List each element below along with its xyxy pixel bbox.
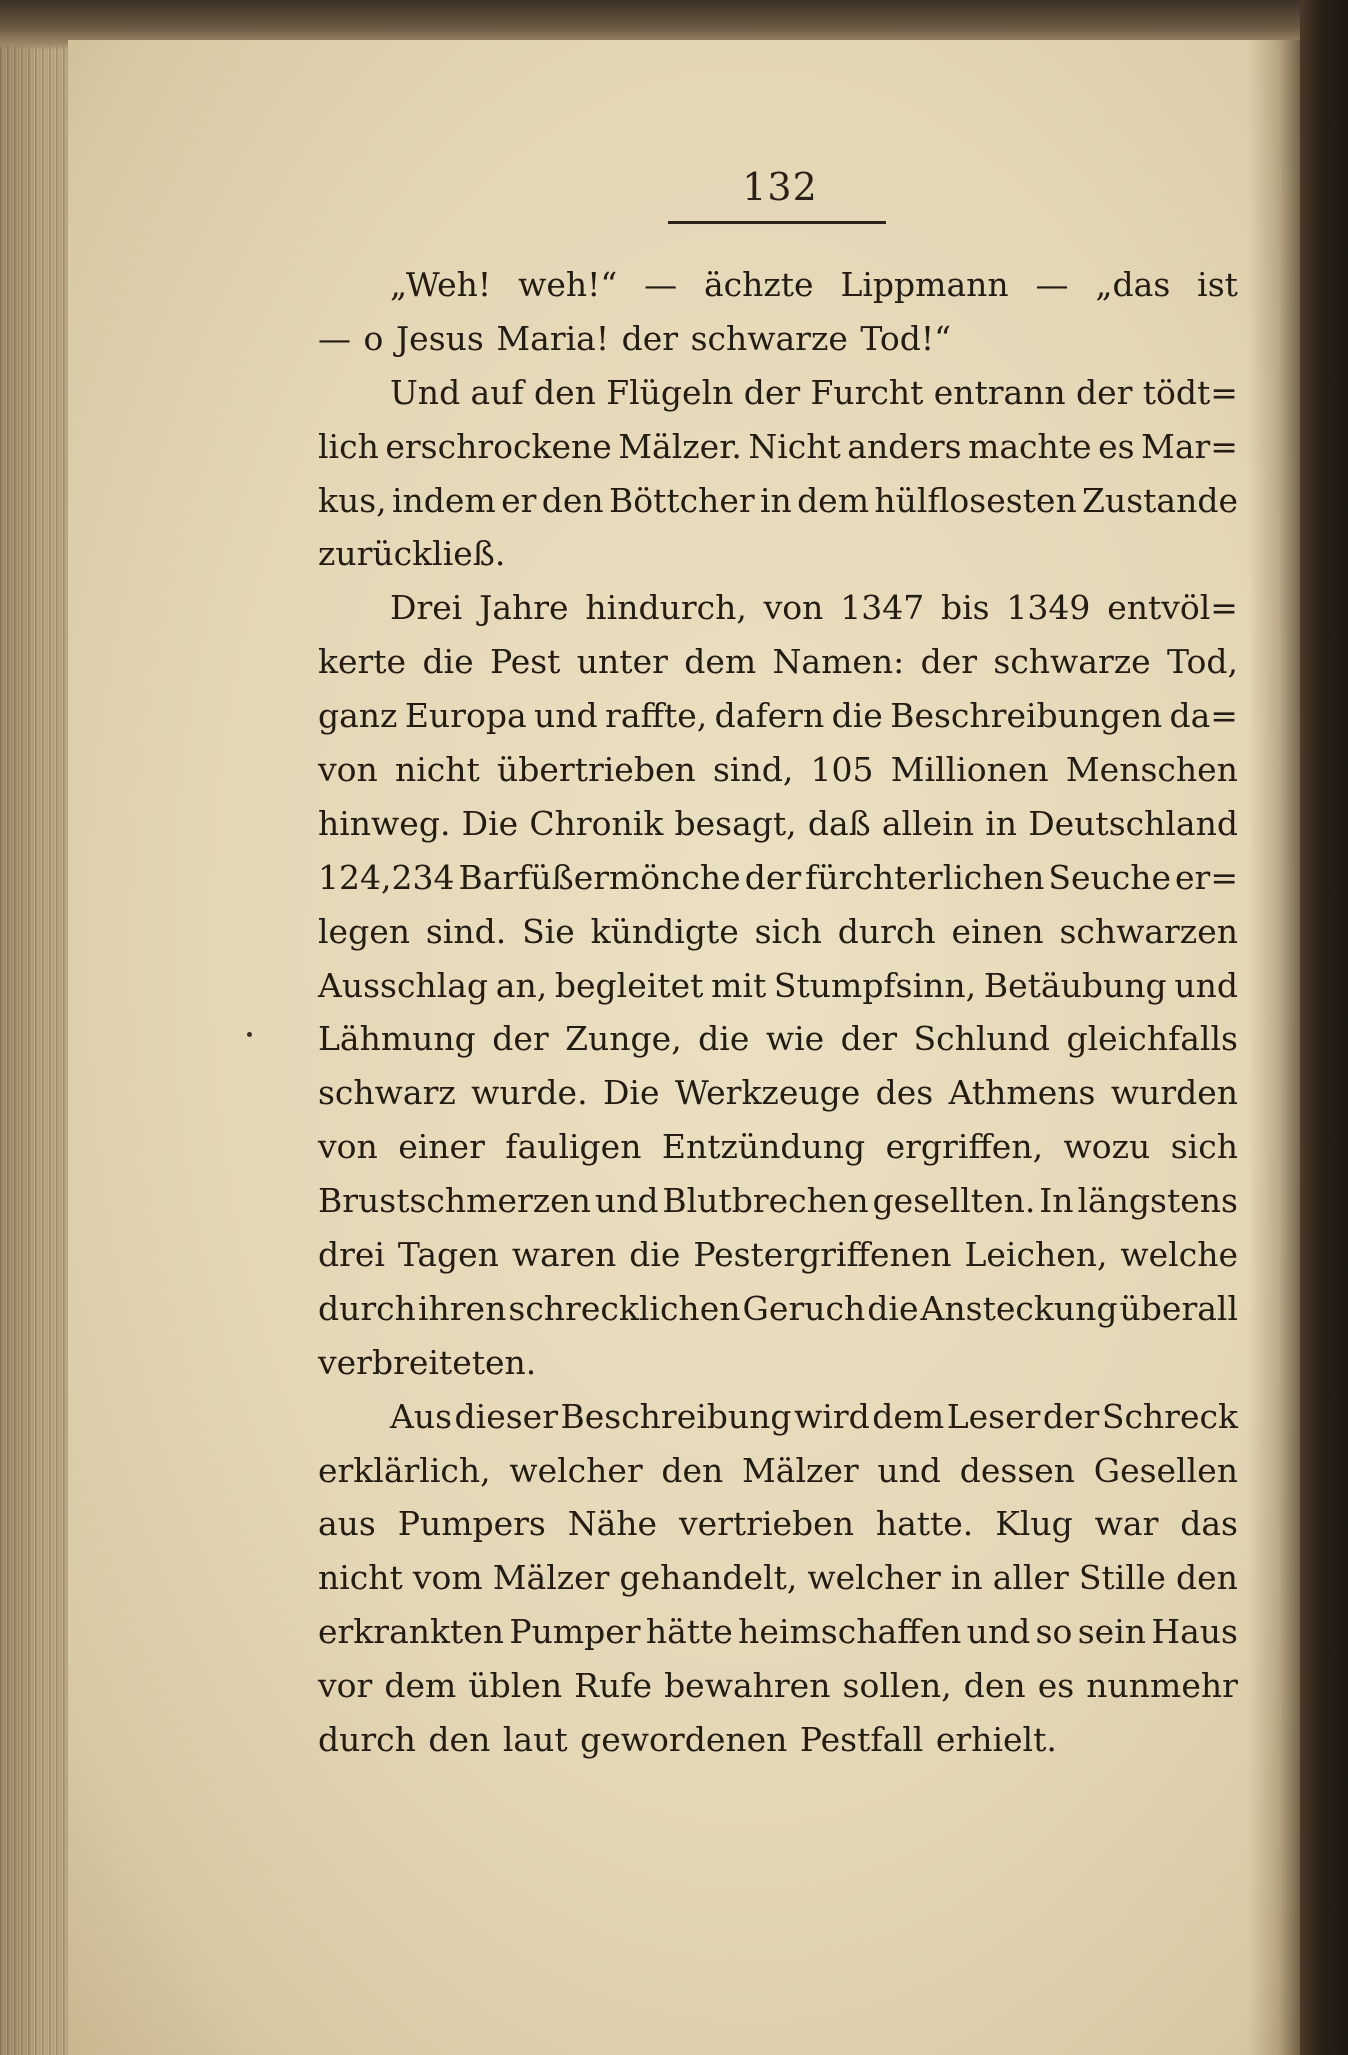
text-word: in (985, 803, 1017, 843)
text-word: laut (502, 1720, 568, 1760)
text-word: der (1042, 1396, 1100, 1436)
text-word: indem (392, 480, 496, 520)
text-word: kündigte (590, 911, 739, 951)
text-word: — (318, 318, 351, 358)
text-word: dem (872, 1396, 945, 1436)
text-word: kerte (318, 642, 407, 682)
text-line (318, 743, 1238, 797)
text-word: tödt= (1142, 372, 1238, 412)
text-word: Blutbrechen (662, 1181, 869, 1221)
text-word: der (621, 318, 679, 358)
text-word: Pest (490, 642, 561, 682)
text-word: legen (318, 911, 410, 951)
text-word: überall (1119, 1288, 1238, 1328)
text-word: Flügeln (606, 372, 734, 412)
page-gutter-shadow (1248, 40, 1308, 2055)
text-word: an, (495, 965, 548, 1005)
text-word: aller (992, 1558, 1069, 1598)
text-word: erhielt. (935, 1720, 1057, 1760)
text-word: Zustande (1082, 480, 1238, 520)
text-word: die (831, 696, 883, 736)
text-word: der (743, 372, 801, 412)
text-word: zurückließ. (318, 534, 506, 574)
text-word: ist (1197, 265, 1238, 304)
text-word: Zunge, (565, 1019, 682, 1059)
text-word: gleichfalls (1066, 1019, 1238, 1059)
text-line (318, 1336, 1238, 1390)
text-word: sein (1077, 1612, 1147, 1652)
text-word: Maria! (496, 318, 610, 358)
text-line (318, 689, 1238, 743)
text-word: einen (951, 911, 1044, 951)
text-word: gehandelt, (619, 1558, 798, 1598)
text-word: die (629, 1235, 681, 1275)
text-word: Chronik (529, 803, 664, 843)
text-line (318, 797, 1238, 851)
text-word: welcher (807, 1558, 941, 1598)
text-word: hindurch, (585, 588, 747, 628)
text-word: dem (684, 642, 757, 682)
page-edges-left (0, 40, 70, 2055)
text-word: aus (318, 1504, 376, 1544)
text-word: Mälzer (742, 1450, 859, 1490)
text-word: ganz (318, 696, 398, 736)
text-word: dessen (959, 1450, 1076, 1490)
text-word: Ausschlag (318, 965, 489, 1005)
text-word: besagt, (674, 803, 797, 843)
text-word: und (594, 1181, 659, 1221)
text-word: Werkzeuge (674, 1073, 861, 1113)
text-word: der (744, 857, 802, 897)
text-word: schwarzen (1059, 911, 1238, 951)
text-line (318, 1120, 1238, 1174)
text-word: Furcht (810, 372, 924, 412)
text-word: „das (1095, 265, 1171, 304)
text-word: „Weh! (390, 265, 492, 304)
text-word: durch (318, 1720, 416, 1760)
text-word: mit (711, 965, 767, 1005)
text-word: machte (968, 426, 1092, 466)
text-word: üblen (468, 1666, 563, 1706)
text-word: und (1174, 965, 1238, 1005)
text-word: raffte, (605, 696, 708, 736)
body-text (318, 258, 1238, 1767)
text-word: welcher (509, 1450, 643, 1490)
text-word: Böttcher (608, 480, 755, 520)
text-word: nicht (394, 750, 480, 790)
text-word: und (534, 696, 598, 736)
text-word: wurde. (471, 1073, 588, 1113)
text-line (318, 1444, 1238, 1498)
text-word: Stumpfsinn, (773, 965, 977, 1005)
text-word: Leser (946, 1396, 1041, 1436)
text-word: sollen, (842, 1666, 952, 1706)
text-word: anders (847, 426, 962, 466)
text-word: er= (1175, 857, 1238, 897)
text-line (318, 1551, 1238, 1605)
text-word: vom (412, 1558, 483, 1598)
text-word: Gesellen (1093, 1450, 1238, 1490)
text-word: gesellten. (872, 1181, 1036, 1221)
text-line (318, 420, 1238, 474)
text-word: sind, (712, 750, 794, 790)
text-word: und (877, 1450, 942, 1490)
text-word: Mälzer. (618, 426, 742, 466)
text-word: Pestfall (799, 1720, 924, 1760)
text-word: o (363, 318, 384, 358)
text-word: den (661, 1450, 724, 1490)
text-word: 124,234 (318, 857, 455, 897)
text-word: Brustschmerzen (318, 1181, 591, 1221)
text-word: den (963, 1666, 1026, 1706)
text-line (318, 474, 1238, 528)
text-word: längstens (1077, 1181, 1238, 1221)
text-line (318, 851, 1238, 905)
text-word: Namen: (772, 642, 905, 682)
text-word: Die (602, 1073, 660, 1113)
text-line (318, 258, 1238, 312)
text-word: von (318, 750, 378, 790)
text-word: übertrieben (497, 750, 696, 790)
text-word: nunmehr (1086, 1666, 1238, 1706)
text-word: durch (318, 1288, 416, 1328)
text-line (318, 366, 1238, 420)
text-word: Stille (1078, 1558, 1166, 1598)
text-word: einer (398, 1127, 485, 1167)
text-word: die (867, 1288, 919, 1328)
text-word: Beschreibungen (890, 696, 1163, 736)
text-word: unter (576, 642, 668, 682)
page-number: 132 (742, 165, 818, 209)
text-word: daß (807, 803, 871, 843)
text-word: Leichen, (964, 1235, 1108, 1275)
text-line (318, 1497, 1238, 1551)
text-word: sich (1170, 1127, 1238, 1167)
text-word: fürchterlichen (805, 857, 1045, 897)
text-word: Entzündung (661, 1127, 866, 1167)
text-word: Ansteckung (920, 1288, 1118, 1328)
text-word: Deutschland (1028, 803, 1238, 843)
text-line (318, 527, 1238, 581)
text-line (318, 905, 1238, 959)
text-word: durch (837, 911, 936, 951)
text-word: erkrankten (318, 1612, 505, 1652)
text-word: den (533, 372, 596, 412)
text-word: der (920, 642, 978, 682)
text-word: von (763, 588, 824, 628)
text-word: da= (1169, 696, 1238, 736)
text-word: der (840, 1019, 898, 1059)
text-word: in (759, 480, 792, 520)
text-word: Athmens (948, 1073, 1096, 1113)
text-line (318, 1012, 1238, 1066)
text-word: Mälzer (492, 1558, 610, 1598)
text-word: welche (1120, 1235, 1238, 1275)
text-word: Europa (404, 696, 527, 736)
text-word: Beschreibung (560, 1396, 792, 1436)
text-word: In (1039, 1181, 1074, 1221)
text-word: entvöl= (1107, 588, 1238, 628)
text-word: — (1035, 265, 1069, 304)
text-word: und (966, 1612, 1031, 1652)
text-word: Tagen (397, 1235, 499, 1275)
text-word: Nicht (748, 426, 841, 466)
text-word: drei (318, 1235, 385, 1275)
text-word: lich (318, 426, 379, 466)
text-word: Lähmung (318, 1019, 476, 1059)
text-word: Mar= (1141, 426, 1238, 466)
text-word: ergriffen, (885, 1127, 1044, 1167)
text-word: Rufe (574, 1666, 652, 1706)
text-word: allein (881, 803, 974, 843)
text-word: des (875, 1073, 934, 1113)
text-line (318, 581, 1238, 635)
text-line (318, 1066, 1238, 1120)
text-line (318, 1228, 1238, 1282)
page-number-rule (668, 221, 886, 224)
text-word: 1349 (1006, 588, 1091, 628)
text-word: dieser (454, 1396, 558, 1436)
text-word: Sie (522, 911, 575, 951)
text-word: nicht (318, 1558, 403, 1598)
text-word: den (428, 1720, 491, 1760)
text-line (318, 959, 1238, 1013)
text-word: es (1037, 1666, 1075, 1706)
text-word: erschrockene (385, 426, 612, 466)
text-word: die (698, 1019, 750, 1059)
text-word: schwarze (993, 642, 1151, 682)
text-word: Betäubung (983, 965, 1167, 1005)
text-word: hätte (645, 1612, 733, 1652)
text-word: vor (318, 1666, 373, 1706)
text-word: kus, (318, 480, 387, 520)
text-word: begleitet (554, 965, 704, 1005)
text-word: Pumpers (397, 1504, 546, 1544)
text-word: Seuche (1048, 857, 1171, 897)
text-word: Tod, (1167, 642, 1238, 682)
text-word: Nähe (567, 1504, 658, 1544)
text-word: den (1175, 1558, 1238, 1598)
text-word: ihren (417, 1288, 507, 1328)
text-word: Schlund (913, 1019, 1051, 1059)
text-word: ächzte (704, 265, 814, 304)
book-binding-right (1300, 0, 1348, 2055)
text-word: Die (461, 803, 519, 843)
text-line (318, 1282, 1238, 1336)
text-word: Pestergriffenen (693, 1235, 952, 1275)
text-word: 105 (810, 750, 874, 790)
ink-speck (247, 1032, 252, 1037)
text-word: schwarz (318, 1073, 456, 1113)
text-word: Und (390, 372, 461, 412)
text-word: sind. (425, 911, 507, 951)
text-line (318, 1659, 1238, 1713)
text-word: schwarze (690, 318, 848, 358)
text-word: Schreck (1101, 1396, 1238, 1436)
text-word: Menschen (1065, 750, 1238, 790)
text-word: waren (511, 1235, 617, 1275)
text-word: schrecklichen (508, 1288, 741, 1328)
text-word: die (422, 642, 474, 682)
text-word: Aus (390, 1396, 453, 1436)
text-word: er (501, 480, 537, 520)
text-word: der (1076, 372, 1133, 412)
text-word: vertrieben (678, 1504, 854, 1544)
text-word: bewahren (664, 1666, 831, 1706)
text-word: hatte. (875, 1504, 974, 1544)
text-word: dem (384, 1666, 457, 1706)
text-word: 1347 (840, 588, 925, 628)
text-word: gewordenen (580, 1720, 788, 1760)
text-word: heimschaffen (738, 1612, 962, 1652)
text-word: Millionen (890, 750, 1049, 790)
text-word: war (1094, 1504, 1159, 1544)
text-word: dafern (714, 696, 825, 736)
text-word: — (644, 265, 678, 304)
text-word: weh!“ (518, 265, 618, 304)
text-word: auf (470, 372, 524, 412)
text-word: verbreiteten. (318, 1342, 537, 1382)
text-word: der (492, 1019, 549, 1059)
text-line (318, 1713, 1238, 1767)
text-word: das (1180, 1504, 1238, 1544)
text-word: in (950, 1558, 983, 1598)
text-word: bis (940, 588, 990, 628)
text-word: Geruch (742, 1288, 866, 1328)
text-line (318, 1174, 1238, 1228)
text-word: es (1098, 426, 1135, 466)
text-word: von (318, 1127, 378, 1167)
text-word: Pumper (509, 1612, 641, 1652)
text-word: so (1035, 1612, 1073, 1652)
text-word: entrann (933, 372, 1066, 412)
text-word: den (541, 480, 604, 520)
text-word: wozu (1063, 1127, 1151, 1167)
text-word: sich (754, 911, 822, 951)
text-word: erklärlich, (318, 1450, 491, 1490)
text-line (318, 312, 1238, 366)
text-line (318, 1390, 1238, 1444)
text-word: Jesus (395, 318, 484, 358)
text-word: Lippmann (840, 265, 1009, 304)
text-word: Drei (390, 588, 463, 628)
text-word: Klug (995, 1504, 1073, 1544)
text-word: wie (765, 1019, 825, 1059)
text-word: hinweg. (318, 803, 451, 843)
text-word: Jahre (479, 588, 569, 628)
text-word: wird (794, 1396, 870, 1436)
text-word: Barfüßermönche (458, 857, 741, 897)
text-word: dem (797, 480, 870, 520)
text-word: fauligen (505, 1127, 642, 1167)
text-line (318, 1605, 1238, 1659)
text-line (318, 635, 1238, 689)
text-word: wurden (1110, 1073, 1238, 1113)
text-word: Haus (1151, 1612, 1238, 1652)
text-word: Tod!“ (860, 318, 951, 358)
text-word: hülflosesten (874, 480, 1077, 520)
